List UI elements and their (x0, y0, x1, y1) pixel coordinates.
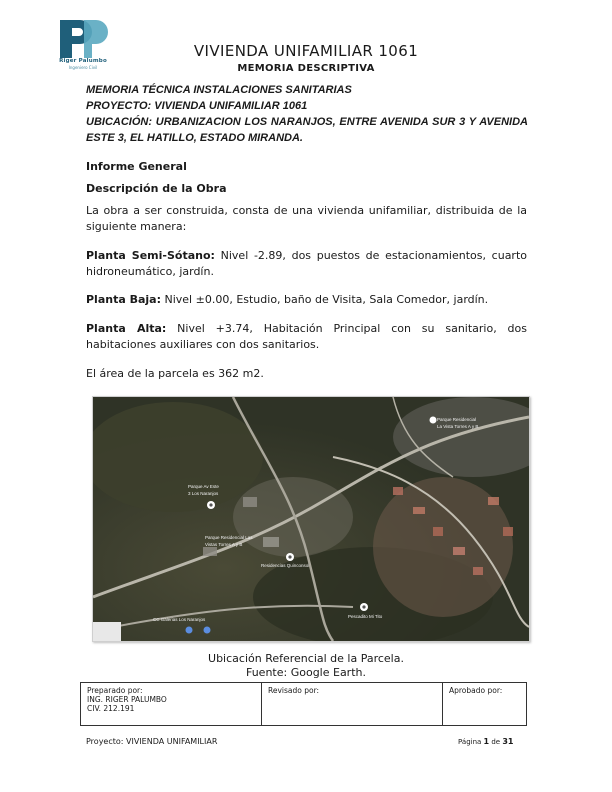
map-label-1: Parque Residencial (437, 417, 477, 422)
map-label-6: Vistas Torres A y B (205, 542, 243, 547)
text-planta-baja: Nivel ±0.00, Estudio, baño de Visita, Sala Comedor, jardín. (161, 293, 489, 306)
reviewed-label: Revisado por: (268, 686, 320, 695)
paragraph-semi-sotano (86, 248, 527, 279)
label-semi-sotano: Planta Semi-Sótano: (86, 249, 215, 262)
map-label-4: 3 Los Naranjos (188, 491, 219, 496)
page-prefix: Página (458, 738, 484, 746)
footer-project: Proyecto: VIVIENDA UNIFAMILIAR (86, 737, 218, 746)
page-of: de (489, 738, 503, 746)
document-title: VIVIENDA UNIFAMILIAR 1061 (193, 42, 419, 60)
memo-line-1: MEMORIA TÉCNICA INSTALACIONES SANITARIAS (86, 84, 352, 96)
map-label-7: Residencias Quinconsol (261, 563, 310, 568)
label-planta-alta: Planta Alta: (86, 322, 167, 335)
prepared-civ: CIV. 212.191 (87, 704, 135, 713)
memo-block (86, 82, 528, 146)
document-subtitle: MEMORIA DESCRIPTIVA (237, 63, 375, 74)
heading-descripcion: Descripción de la Obra (86, 182, 227, 195)
signature-approved (443, 683, 527, 726)
map-label-3: Parque Av Este (188, 484, 219, 489)
figure-caption-line-1: Ubicación Referencial de la Parcela. (208, 652, 404, 665)
label-planta-baja: Planta Baja: (86, 293, 161, 306)
prepared-label: Preparado por: (87, 686, 143, 695)
text-planta-alta: Nivel +3.74, Habitación Principal con su sanitario, dos habitaciones auxiliares con dos sanitarios. (86, 322, 527, 351)
paragraph-planta-baja (86, 292, 527, 308)
memo-line-3: UBICACIÓN: URBANIZACION LOS NARANJOS, ENTRE AVENIDA SUR 3 Y AVENIDA ESTE 3, EL HATILLO, ESTADO MIRANDA. (86, 116, 528, 144)
map-label-9: CC Galerias Los Naranjos (153, 617, 206, 622)
heading-informe: Informe General (86, 160, 187, 173)
page-number (458, 737, 513, 746)
memo-line-2: PROYECTO: VIVIENDA UNIFAMILIAR 1061 (86, 100, 308, 112)
map-label-5: Parque Residencial Las (205, 535, 253, 540)
map-graphic (93, 397, 529, 641)
logo-name: Riger Palumbo (59, 58, 107, 64)
map-label-8: Pescadito Mi Tito (348, 614, 383, 619)
parcel-area: El área de la parcela es 362 m2. (86, 367, 264, 380)
signature-prepared (81, 683, 262, 726)
page-current: 1 (483, 737, 490, 746)
map-label-2: La Vista Torres A y B (437, 424, 479, 429)
approved-label: Aprobado por: (449, 686, 503, 695)
paragraph-planta-alta (86, 321, 527, 352)
satellite-map-image (92, 396, 530, 642)
page-total: 31 (502, 737, 514, 746)
signature-reviewed (262, 683, 443, 726)
intro-paragraph: La obra a ser construida, consta de una vivienda unifamiliar, distribuida de la siguiente manera: (86, 204, 527, 233)
text-semi-sotano: Nivel -2.89, dos puestos de estacionamientos, cuarto hidroneumático, jardín. (86, 249, 527, 278)
figure-caption-line-2: Fuente: Google Earth. (245, 666, 366, 679)
logo-subtitle: Ingeniero Civil (68, 65, 98, 70)
signature-table (80, 682, 527, 726)
prepared-name: ING. RIGER PALUMBO (87, 695, 167, 704)
